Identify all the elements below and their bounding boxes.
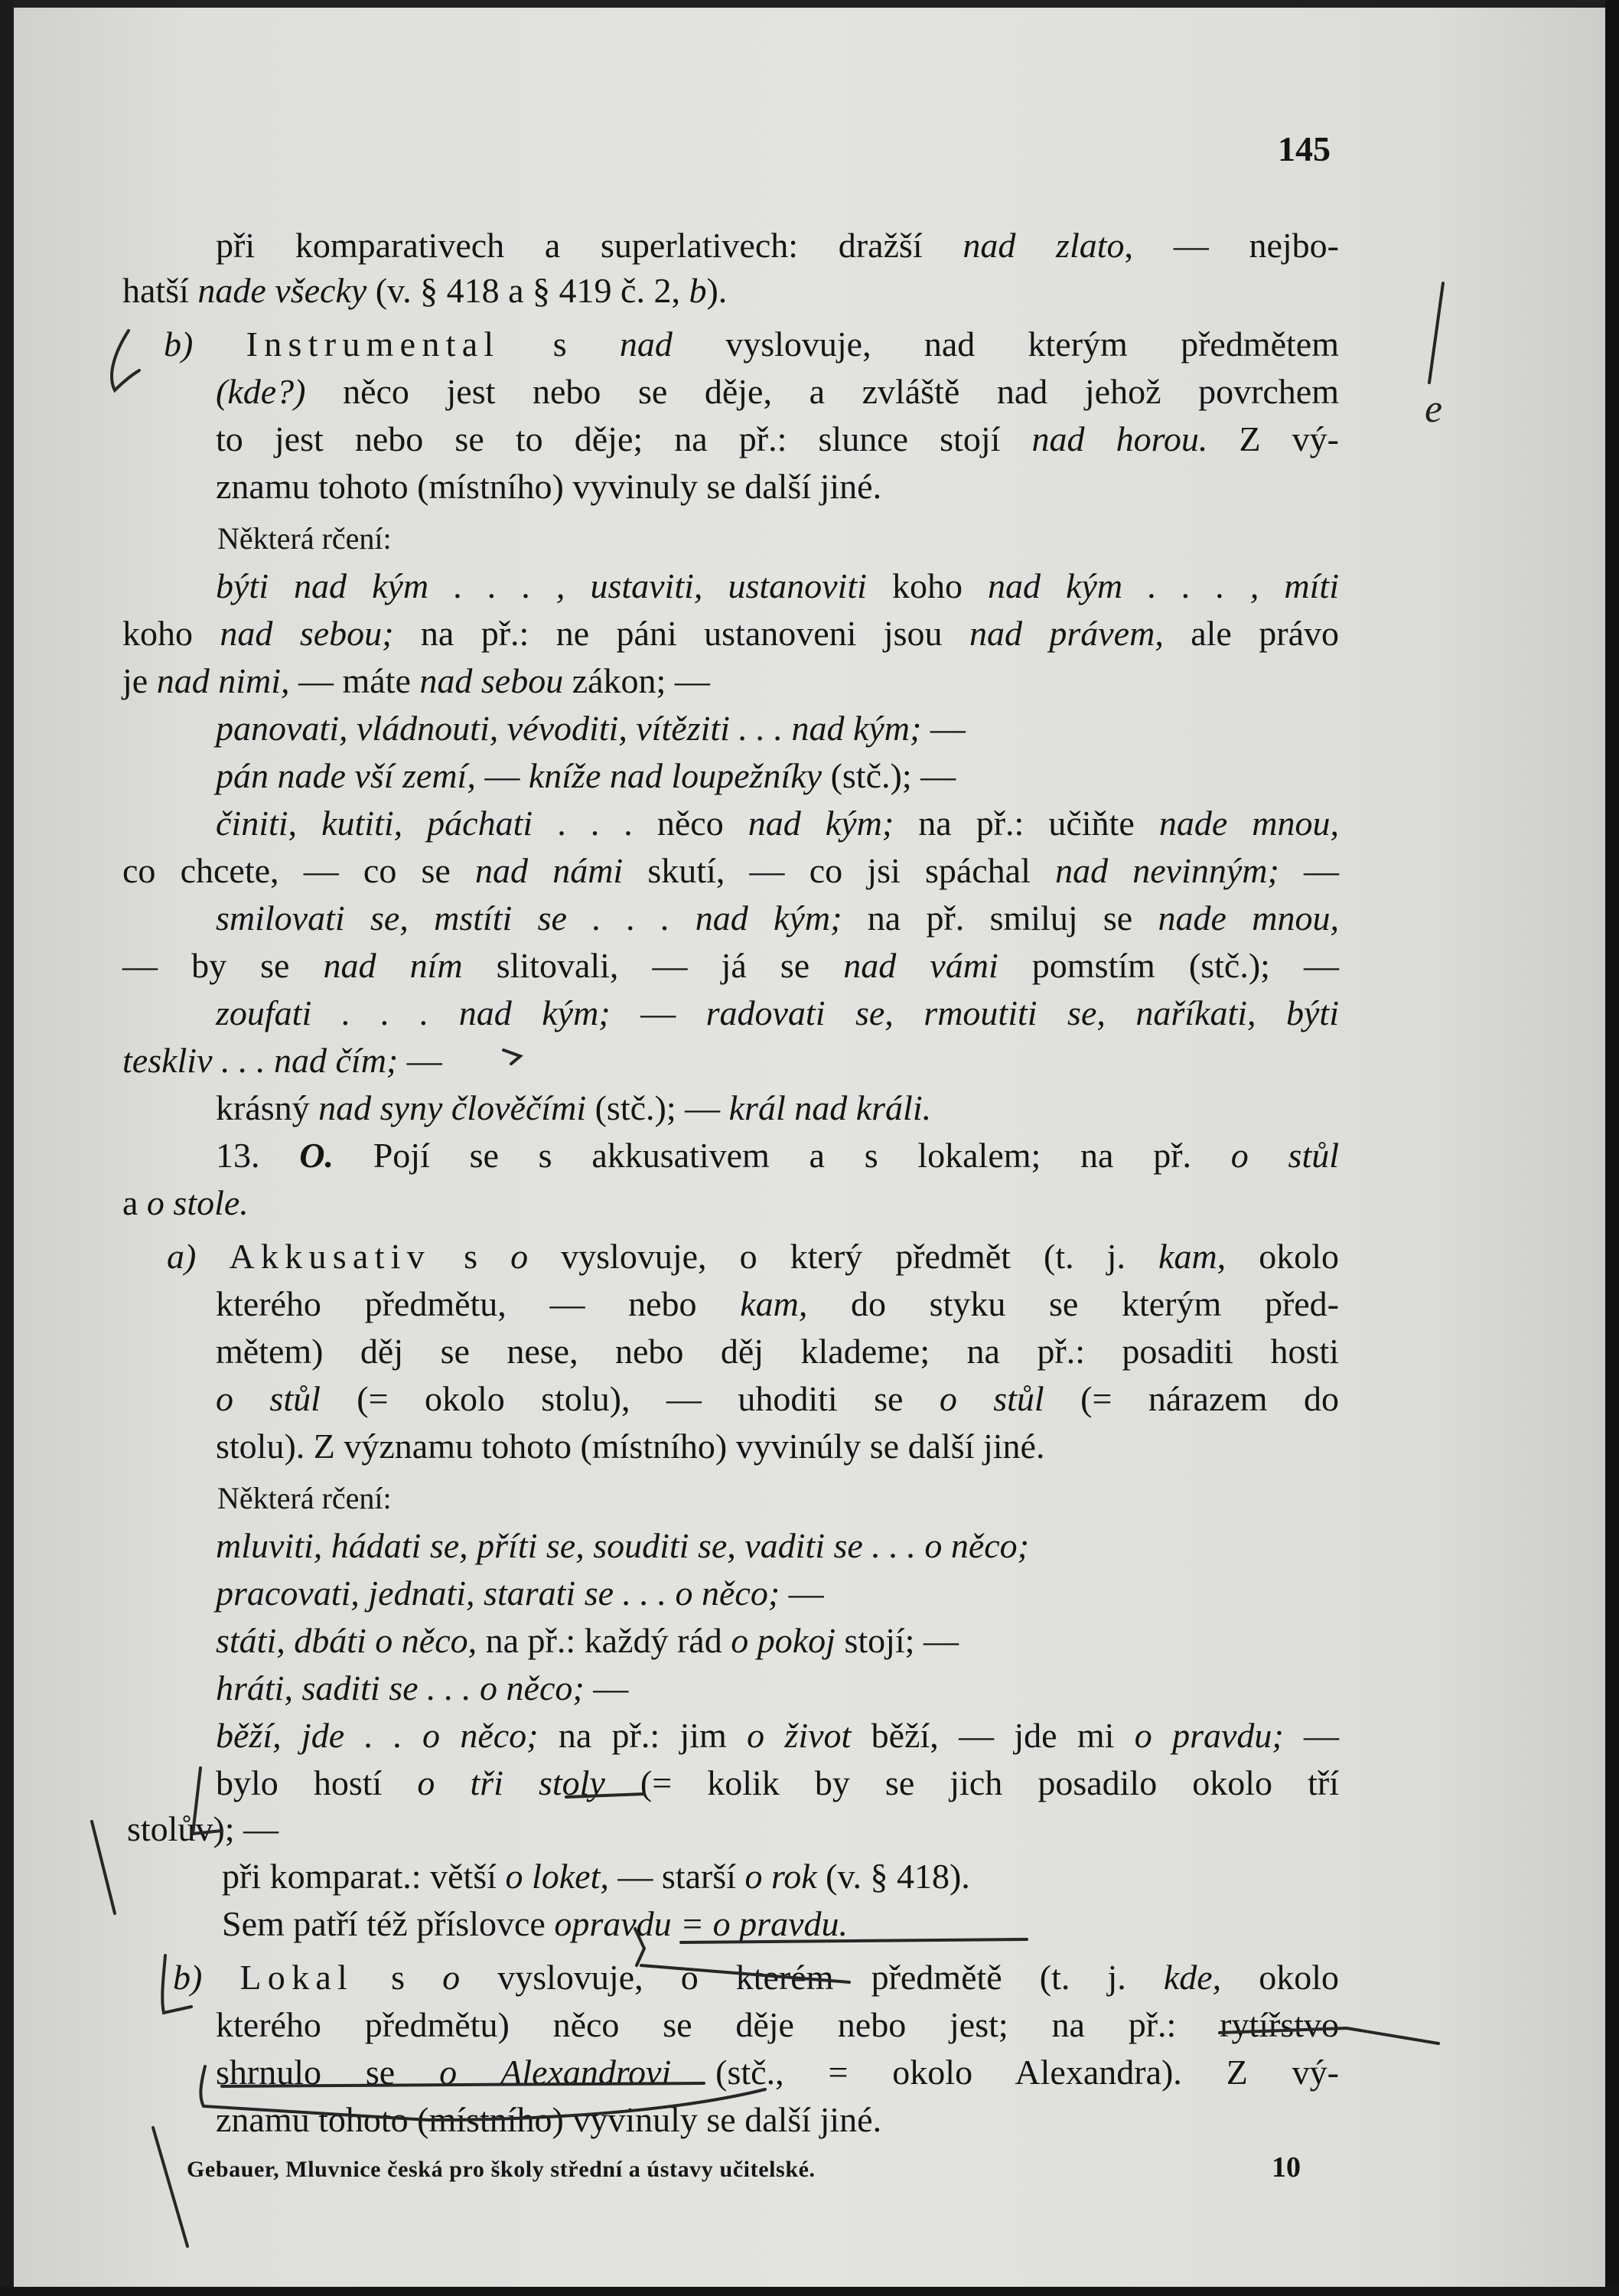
text-run: nad syny člověčími	[318, 1088, 587, 1127]
text-run: koho	[122, 614, 220, 653]
text-run: pán nade vší zemí,	[216, 756, 476, 795]
page-number: 145	[1278, 129, 1331, 168]
text-run: nad kým . . . , míti	[988, 566, 1339, 605]
text-run: ale právo	[1163, 614, 1339, 653]
text-run: nade mnou,	[1158, 899, 1339, 938]
text-run: slitovali, — já se	[462, 946, 844, 985]
text-line	[122, 944, 1339, 987]
text-line	[173, 1956, 1339, 1999]
text-run: kterého předmětu) něco se děje nebo jest; na př.: rytířstvo	[216, 2005, 1339, 2044]
text-run: — starší	[608, 1857, 745, 1896]
text-run: b)	[173, 1958, 203, 1997]
text-run: na př.: učiňte	[894, 804, 1159, 843]
scan-edge-left	[0, 0, 14, 2296]
text-run: —	[780, 1574, 824, 1613]
text-run: nad nevinným;	[1055, 851, 1279, 890]
text-line	[216, 1330, 1339, 1373]
text-run: o rok	[744, 1857, 817, 1896]
text-run	[193, 325, 246, 364]
text-run: o pokoj	[731, 1621, 836, 1660]
text-line	[216, 1134, 1339, 1177]
text-run: okolo	[1221, 1958, 1340, 1997]
text-run: kam,	[1158, 1237, 1226, 1276]
text-line	[122, 1182, 249, 1225]
text-line	[127, 1808, 279, 1851]
text-line	[216, 2051, 1339, 2094]
text-run: bylo hostí	[216, 1763, 418, 1802]
text-run: —	[610, 993, 706, 1032]
text-line	[222, 1855, 970, 1898]
text-line	[122, 612, 1339, 655]
text-run: nad právem,	[969, 614, 1164, 653]
text-run: — by se	[122, 946, 324, 985]
text-run: je	[122, 661, 157, 700]
text-run: Akkusativ	[229, 1237, 432, 1276]
text-run	[202, 1958, 239, 1997]
text-run: panovati, vládnouti, vévoditi, vítěziti . . . nad kým;	[216, 709, 922, 748]
text-run: nad námi	[475, 851, 624, 890]
text-run: nade všecky	[197, 271, 367, 310]
text-line	[217, 517, 392, 560]
text-line	[216, 2004, 1339, 2047]
text-run: O.	[299, 1136, 334, 1175]
text-run: b)	[164, 325, 194, 364]
text-run: — máte	[289, 661, 420, 700]
text-line	[216, 755, 956, 797]
sheet-number: 10	[1272, 2151, 1301, 2183]
text-line	[216, 370, 1339, 413]
text-line	[122, 660, 710, 703]
text-run: kterého předmětu, — nebo	[216, 1284, 741, 1323]
text-run: znamu tohoto (místního) vyvinuly se další jiné.	[216, 467, 882, 506]
text-run: při komparativech a superlativech: dražší	[216, 226, 963, 265]
text-run: smilovati se, mstíti se . . . nad kým;	[216, 899, 842, 938]
text-run: o Alexandrovi	[439, 2053, 672, 2092]
text-line	[216, 1087, 931, 1130]
text-run: stolův); —	[127, 1809, 279, 1848]
margin-diagonal-line-2	[92, 1821, 115, 1913]
text-run: 13.	[216, 1136, 300, 1175]
text-line	[216, 565, 1339, 608]
text-line	[222, 1903, 848, 1945]
text-run: o stůl	[216, 1379, 321, 1418]
text-run: teskliv . . . nad čím;	[122, 1041, 399, 1080]
text-line	[164, 323, 1339, 366]
text-run: s	[353, 1958, 443, 1997]
text-run: Z vý-	[1207, 419, 1339, 458]
text-line	[217, 1477, 392, 1520]
footer-imprint: Gebauer, Mluvnice česká pro školy střední a ústavy učitelské.	[187, 2157, 816, 2182]
text-run: kníže nad loupežníky	[528, 756, 823, 795]
text-run: vyslovuje, nad kterým předmětem	[672, 325, 1340, 364]
margin-hook-mark	[112, 331, 139, 390]
text-run: s	[431, 1237, 511, 1276]
text-run: —	[475, 756, 529, 795]
text-run: skutí, — co jsi spáchal	[623, 851, 1056, 890]
text-line	[216, 1378, 1339, 1420]
text-run: (= okolo stolu), — uhoditi se	[320, 1379, 940, 1418]
text-line	[216, 1762, 1339, 1805]
text-run: koho	[866, 566, 989, 605]
text-line	[216, 897, 1339, 940]
arrow-mark	[503, 1050, 520, 1064]
text-run: o stole.	[146, 1183, 249, 1222]
text-run: o loket,	[505, 1857, 609, 1896]
text-line	[216, 1425, 1044, 1468]
text-line	[216, 1572, 824, 1615]
text-run: . . . něco	[533, 804, 748, 843]
text-run: státi, dbáti o něco,	[216, 1621, 477, 1660]
text-line	[216, 1525, 1029, 1567]
text-line	[122, 1039, 442, 1082]
text-run: (= kolik by se jich posadilo okolo tří	[604, 1763, 1339, 1802]
text-line	[216, 224, 1339, 267]
text-run: o pravdu;	[1134, 1716, 1284, 1755]
text-run: kde,	[1163, 1958, 1222, 1997]
text-run: b	[689, 271, 707, 310]
text-run: o tři stoly	[417, 1763, 605, 1802]
text-run: —	[584, 1668, 629, 1707]
text-run: nad horou.	[1031, 419, 1208, 458]
text-line	[216, 465, 881, 508]
text-run: znamu tohoto (místního) vyvinuly se další jiné.	[216, 2100, 882, 2139]
text-run: něco jest nebo se děje, a zvláště nad jehož povrchem	[305, 372, 1339, 411]
text-line	[216, 992, 1339, 1035]
text-run: a)	[167, 1237, 197, 1276]
text-run: (v. § 418 a § 419 č. 2,	[366, 271, 689, 310]
text-run: při komparat.: větší	[222, 1857, 506, 1896]
text-run: opravdu = o pravdu.	[554, 1904, 848, 1943]
text-run: Některá rčení:	[217, 521, 392, 556]
text-run: —	[398, 1041, 442, 1080]
text-line	[122, 269, 727, 312]
text-run: do styku se kterým před-	[807, 1284, 1339, 1323]
text-run: mětem) děj se nese, nebo děj klademe; na př.: posaditi hosti	[216, 1332, 1339, 1371]
text-line	[216, 802, 1339, 845]
text-line	[216, 707, 966, 750]
text-run: mluviti, hádati se, příti se, souditi se, vaditi se . . . o něco;	[216, 1526, 1029, 1565]
text-line	[216, 418, 1339, 461]
text-run: běží, — jde mi	[851, 1716, 1135, 1755]
text-run: —	[1283, 1716, 1340, 1755]
text-run: běží, jde . . o něco;	[216, 1716, 539, 1755]
text-run: nad vámi	[843, 946, 998, 985]
text-run: vyslovuje, o který předmět (t. j.	[528, 1237, 1159, 1276]
text-run: zoufati . . . nad kým;	[216, 993, 611, 1032]
text-line	[216, 1667, 628, 1710]
margin-diagonal-line	[153, 2128, 187, 2246]
text-run: hatší	[122, 271, 198, 310]
text-run: nad sebou;	[220, 614, 394, 653]
scan-edge-bottom	[0, 2287, 1619, 2296]
scan-edge-top	[0, 0, 1619, 8]
text-run: pracovati, jednati, starati se . . . o něco;	[216, 1574, 780, 1613]
text-run: to jest nebo se to děje; na př.: slunce stojí	[216, 419, 1032, 458]
text-run: s	[500, 325, 620, 364]
text-run: hráti, saditi se . . . o něco;	[216, 1668, 585, 1707]
text-run: (stč., = okolo Alexandra). Z vý-	[671, 2053, 1339, 2092]
text-run: —	[921, 709, 966, 748]
text-run: na př.: ne páni ustanoveni jsou	[393, 614, 969, 653]
text-line	[167, 1235, 1339, 1278]
text-run: nade mnou,	[1158, 804, 1339, 843]
text-run: Některá rčení:	[217, 1481, 392, 1515]
text-run: (kde?)	[216, 372, 306, 411]
text-line	[216, 1714, 1339, 1757]
text-run: vyslovuje, o kterém předmětě (t. j.	[460, 1958, 1164, 1997]
text-run: nad	[619, 325, 673, 364]
text-run: nad sebou	[419, 661, 564, 700]
text-run: (= nárazem do	[1044, 1379, 1340, 1418]
margin-note: e	[1425, 387, 1443, 431]
text-run: o stůl	[939, 1379, 1044, 1418]
text-run: nad ním	[323, 946, 463, 985]
text-run: kam,	[740, 1284, 808, 1323]
text-run: (v. § 418).	[816, 1857, 970, 1896]
text-run: Sem patří též příslovce	[222, 1904, 555, 1943]
text-run: , — nejbo-	[1124, 226, 1340, 265]
text-run: co chcete, — co se	[122, 851, 476, 890]
text-run: radovati se, rmoutiti se, naříkati, býti	[705, 993, 1339, 1032]
text-run: na př.: jim	[538, 1716, 748, 1755]
text-line	[216, 2099, 881, 2141]
text-run: o	[510, 1237, 529, 1276]
scan-edge-right	[1605, 0, 1619, 2296]
text-run: býti nad kým . . . , ustaviti, ustanoviti	[216, 566, 867, 605]
text-run: nad nimi,	[156, 661, 290, 700]
text-line	[122, 850, 1339, 892]
text-run: Instrumental	[246, 325, 500, 364]
text-run: —	[1279, 851, 1340, 890]
text-line	[216, 1283, 1339, 1326]
text-run: okolo	[1226, 1237, 1340, 1276]
text-run: a	[122, 1183, 147, 1222]
text-run: činiti, kutiti, páchati	[216, 804, 533, 843]
text-run	[196, 1237, 229, 1276]
margin-vertical-mark	[1429, 283, 1443, 383]
text-run: o život	[747, 1716, 852, 1755]
text-run: shrnulo se	[216, 2053, 440, 2092]
text-run: stolu). Z významu tohoto (místního) vyvinúly se další jiné.	[216, 1427, 1045, 1466]
text-run: zákon; —	[563, 661, 710, 700]
text-run: stojí; —	[835, 1621, 959, 1660]
text-run: o stůl	[1230, 1136, 1340, 1175]
text-run: nad zlato	[963, 226, 1125, 265]
text-run: Pojí se s akkusativem a s lokalem; na př.	[333, 1136, 1231, 1175]
text-run: (stč.); —	[586, 1088, 729, 1127]
text-run: (stč.); —	[822, 756, 956, 795]
text-run: na př.: každý rád	[477, 1621, 731, 1660]
text-run: na př. smiluj se	[842, 899, 1158, 938]
text-run: Lokal	[239, 1958, 354, 1997]
text-run: pomstím (stč.); —	[998, 946, 1339, 985]
text-run: nad kým;	[748, 804, 894, 843]
text-line	[216, 1619, 959, 1662]
text-run: král nad králi.	[728, 1088, 932, 1127]
text-run: o	[442, 1958, 461, 1997]
text-run: krásný	[216, 1088, 319, 1127]
text-run: ).	[706, 271, 728, 310]
